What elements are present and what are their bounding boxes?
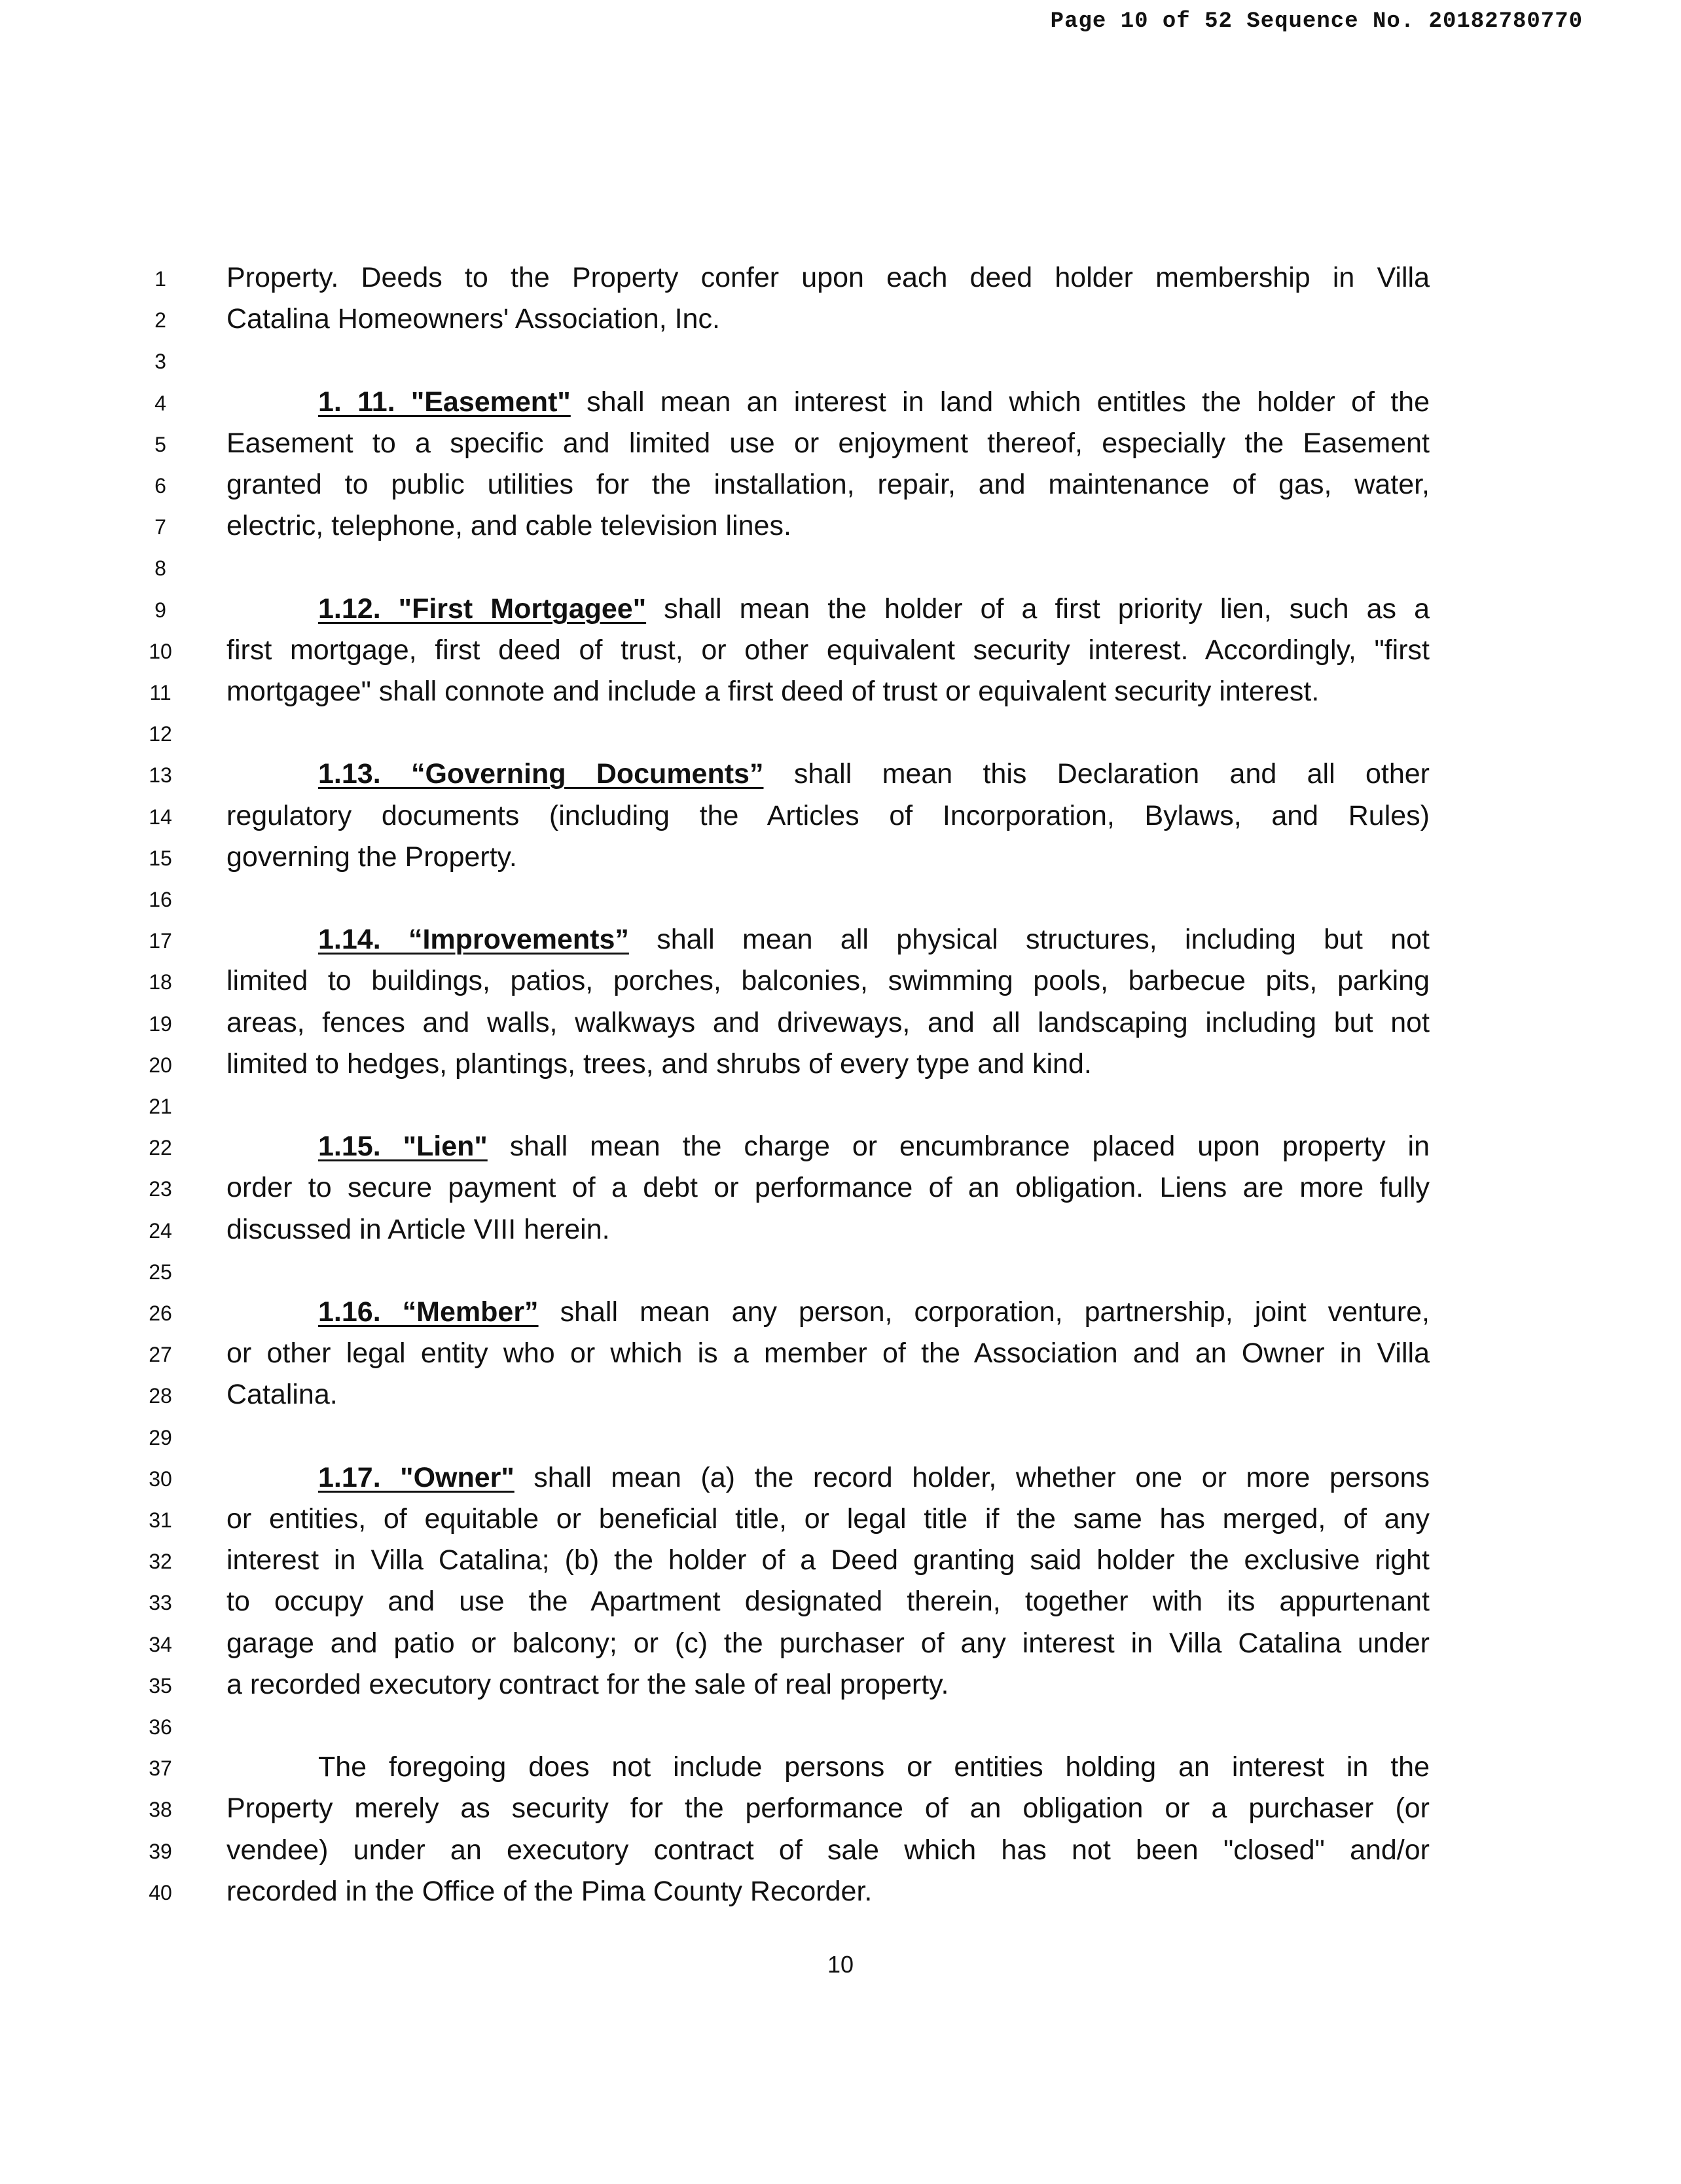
text-line: vendee) under an executory contract of sale which has not been "closed" and/or xyxy=(226,1834,1430,1866)
defined-term: 1.15. "Lien" xyxy=(318,1131,488,1162)
text-line: recorded in the Office of the Pima County Recorder. xyxy=(226,1876,873,1907)
definition-text: shall mean this Declaration and all other xyxy=(763,758,1430,790)
line-number: 4 xyxy=(154,391,166,415)
line-number: 25 xyxy=(149,1260,172,1284)
text-line xyxy=(226,1129,1430,1163)
line-number: 9 xyxy=(154,598,166,622)
text-line: garage and patio or balcony; or (c) the purchaser of any interest in Villa Catalina under xyxy=(226,1628,1430,1659)
text-line xyxy=(226,1295,1430,1329)
definition-text: shall mean an interest in land which entitles the holder of the xyxy=(570,386,1430,418)
line-number: 33 xyxy=(149,1591,172,1614)
defined-term: 1.16. “Member” xyxy=(318,1296,539,1328)
text-line: a recorded executory contract for the sale of real property. xyxy=(226,1669,949,1700)
text-line xyxy=(226,757,1430,791)
text-line xyxy=(226,385,1430,419)
definition-text: shall mean all physical structures, including but not xyxy=(628,924,1430,955)
line-number: 22 xyxy=(149,1136,172,1159)
line-number: 40 xyxy=(149,1881,172,1904)
line-number: 2 xyxy=(154,308,166,332)
text-line: electric, telephone, and cable television lines. xyxy=(226,510,791,541)
text-line: interest in Villa Catalina; (b) the holder of a Deed granting said holder the exclusive right xyxy=(226,1544,1430,1576)
line-number: 34 xyxy=(149,1633,172,1656)
text-line: discussed in Article VIII herein. xyxy=(226,1214,610,1245)
defined-term: 1.13. “Governing Documents” xyxy=(318,758,764,790)
text-line: limited to buildings, patios, porches, balconies, swimming pools, barbecue pits, parking xyxy=(226,965,1430,996)
line-number: 23 xyxy=(149,1177,172,1201)
definition-text: shall mean the charge or encumbrance placed upon property in xyxy=(487,1131,1430,1162)
definition-text: shall mean the holder of a first priority lien, such as a xyxy=(646,593,1430,625)
text-line: Easement to a specific and limited use or enjoyment thereof, especially the Easement xyxy=(226,428,1430,459)
definition-text: shall mean any person, corporation, partnership, joint venture, xyxy=(538,1296,1430,1328)
text-line: The foregoing does not include persons or entities holding an interest in the xyxy=(318,1751,1430,1783)
line-number: 10 xyxy=(149,640,172,663)
line-number: 37 xyxy=(149,1756,172,1780)
text-line: to occupy and use the Apartment designated therein, together with its appurtenant xyxy=(226,1586,1430,1617)
line-number: 32 xyxy=(149,1550,172,1573)
line-number: 28 xyxy=(149,1384,172,1408)
text-line: Catalina. xyxy=(226,1379,338,1410)
text-line: Catalina Homeowners' Association, Inc. xyxy=(226,303,720,335)
text-line xyxy=(226,1461,1430,1495)
line-number: 20 xyxy=(149,1053,172,1077)
definition-text: shall mean (a) the record holder, whether one or more persons xyxy=(514,1462,1430,1493)
line-number: 5 xyxy=(154,433,166,456)
text-line: order to secure payment of a debt or performance of an obligation. Liens are more fully xyxy=(226,1172,1430,1203)
text-line xyxy=(226,922,1430,956)
defined-term: 1. 11. "Easement" xyxy=(318,386,571,418)
line-number: 6 xyxy=(154,474,166,498)
text-line: first mortgage, first deed of trust, or other equivalent security interest. Accordingly, "first xyxy=(226,634,1430,666)
text-line: mortgagee" shall connote and include a first deed of trust or equivalent security interest. xyxy=(226,676,1320,707)
defined-term: 1.14. “Improvements” xyxy=(318,924,629,955)
line-number: 39 xyxy=(149,1840,172,1863)
text-line: areas, fences and walls, walkways and driveways, and all landscaping including but not xyxy=(226,1007,1430,1038)
line-number: 38 xyxy=(149,1798,172,1821)
line-number: 30 xyxy=(149,1467,172,1491)
text-line: or other legal entity who or which is a member of the Association and an Owner in Villa xyxy=(226,1338,1430,1369)
line-number: 27 xyxy=(149,1343,172,1366)
line-number: 14 xyxy=(149,805,172,829)
line-number: 11 xyxy=(149,681,172,704)
line-number: 19 xyxy=(149,1012,172,1036)
line-number: 13 xyxy=(149,763,172,787)
line-number: 29 xyxy=(149,1426,172,1449)
line-number: 16 xyxy=(149,888,172,911)
text-line xyxy=(226,592,1430,626)
line-number: 7 xyxy=(154,515,166,539)
line-number: 15 xyxy=(149,846,172,870)
line-number: 17 xyxy=(149,929,172,953)
text-line: granted to public utilities for the installation, repair, and maintenance of gas, water, xyxy=(226,469,1430,500)
page-number: 10 xyxy=(827,1951,854,1978)
line-number: 12 xyxy=(149,722,172,746)
line-number: 1 xyxy=(154,267,166,291)
text-line: Property. Deeds to the Property confer upon each deed holder membership in Villa xyxy=(226,262,1430,293)
defined-term: 1.12. "First Mortgagee" xyxy=(318,593,647,625)
text-line: regulatory documents (including the Articles of Incorporation, Bylaws, and Rules) xyxy=(226,800,1430,831)
line-number: 24 xyxy=(149,1219,172,1243)
line-number: 3 xyxy=(154,350,166,373)
text-line: governing the Property. xyxy=(226,841,517,873)
page-header: Page 10 of 52 Sequence No. 20182780770 xyxy=(1050,9,1583,34)
line-number: 35 xyxy=(149,1674,172,1698)
line-number: 36 xyxy=(149,1715,172,1739)
line-number: 18 xyxy=(149,970,172,994)
line-number: 8 xyxy=(154,556,166,580)
defined-term: 1.17. "Owner" xyxy=(318,1462,515,1493)
text-line: limited to hedges, plantings, trees, and shrubs of every type and kind. xyxy=(226,1048,1092,1080)
text-line: or entities, of equitable or beneficial title, or legal title if the same has merged, of any xyxy=(226,1503,1430,1535)
text-line: Property merely as security for the performance of an obligation or a purchaser (or xyxy=(226,1793,1430,1824)
line-number: 26 xyxy=(149,1301,172,1325)
line-number: 31 xyxy=(149,1508,172,1532)
line-number: 21 xyxy=(149,1095,172,1118)
